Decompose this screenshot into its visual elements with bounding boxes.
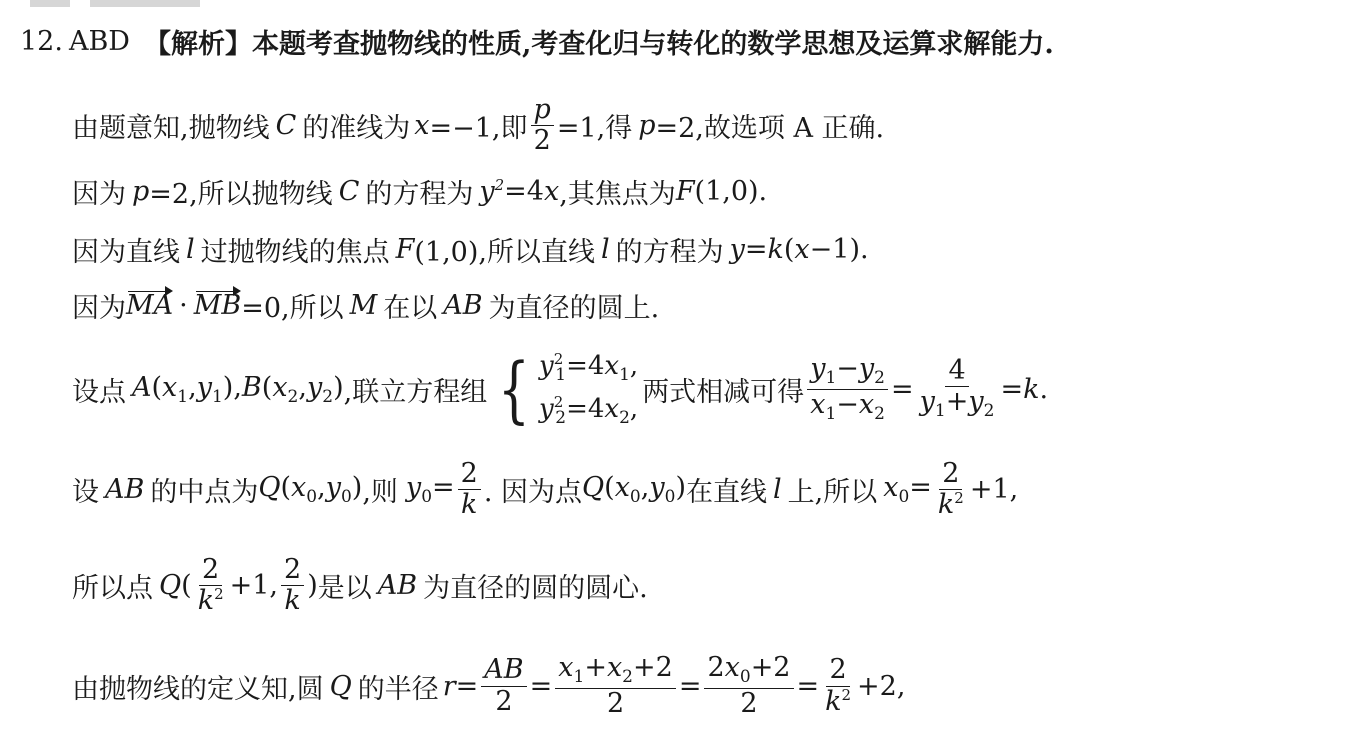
fraction: $\frac{2}{k^2}$ (825, 654, 852, 717)
text: ,其焦点为 (559, 179, 676, 210)
text: (1,0),所以直线 (414, 237, 595, 268)
plus-one: +1, (969, 474, 1019, 506)
text: 两式相减可得 (642, 376, 805, 408)
math-var: Q (329, 670, 352, 702)
text: =2,所以抛物线 (149, 179, 333, 210)
plus-one: +1, (229, 570, 278, 602)
math-var: M (349, 290, 378, 321)
text: =2,故选项 A 正确. (655, 113, 885, 145)
text: = (744, 234, 768, 265)
analysis-intro: 本题考查抛物线的性质,考查化归与转化的数学思想及运算求解能力. (251, 29, 1054, 60)
math-var: x (414, 110, 430, 142)
text: 因为 (72, 179, 126, 210)
equals-k: =k. (1000, 373, 1049, 405)
equals: = (796, 670, 820, 702)
math-var: x (794, 234, 810, 265)
fraction: $\frac{4}{y_1+y_2}$ (919, 355, 995, 422)
text: 在直线 (685, 477, 767, 509)
equation-system: { $y^2_1=4x_1$, $y^2_2=4x_2$, (498, 347, 639, 432)
paren: ( (181, 570, 192, 602)
x0: $x_0=$ (883, 472, 932, 508)
y0: $y_0=$ (405, 472, 455, 508)
math-var: l (600, 234, 610, 265)
text: . 因为点 (483, 477, 582, 509)
text: 过抛物线的焦点 (200, 237, 390, 268)
equals: = (678, 670, 702, 702)
solution-line-3 (72, 230, 869, 269)
fraction: $\frac{p}{2}$ (531, 96, 554, 156)
solution-line-7 (72, 556, 648, 616)
solution-line-5 (72, 346, 1048, 432)
math-var: p (638, 110, 656, 142)
problem-header (20, 22, 1054, 61)
solution-line-4 (72, 286, 659, 325)
text: · (179, 290, 188, 321)
math-var: AB (443, 290, 483, 321)
text: =4 (504, 176, 544, 207)
text: (1,0). (694, 176, 768, 207)
text: −1). (809, 234, 869, 265)
math-var: C (338, 176, 360, 207)
analysis-label: 【解析】 (143, 29, 252, 60)
fraction: $\frac{2}{k}$ (458, 460, 481, 520)
equals: = (529, 670, 553, 702)
equals: = (455, 670, 479, 702)
text: 设点 (72, 376, 126, 408)
text: 的准线为 (302, 113, 411, 145)
point-q: $Q(x_0,y_0)$ (582, 472, 686, 508)
math-var: k (767, 234, 784, 265)
fraction: $\frac{2}{k^2}$ (197, 554, 224, 617)
fraction: $\frac{2x_0+2}{2}$ (704, 654, 793, 718)
math-var: x (543, 176, 560, 207)
text: 因为 (72, 293, 126, 324)
vector-mb: MB (193, 290, 242, 321)
text: =−1,即 (429, 113, 528, 145)
paren: ( (783, 234, 795, 265)
text: 上,所以 (787, 477, 878, 509)
text: 为直径的圆的圆心. (423, 573, 648, 605)
text: ,联立方程组 (343, 376, 488, 408)
math-var: l (186, 234, 195, 265)
solution-line-2 (72, 172, 767, 211)
paren: ) (307, 570, 318, 602)
math-var: F (675, 176, 695, 207)
math-var: C (275, 110, 297, 142)
plus-two: +2, (857, 670, 906, 702)
text: 是以 (317, 573, 372, 605)
text: 在以 (383, 293, 438, 324)
math-var: l (772, 474, 782, 506)
cropped-text-fragment (30, 0, 200, 7)
text: 由题意知,抛物线 (72, 113, 270, 145)
point-q: $Q(x_0,y_0)$ (258, 472, 363, 508)
point-a: $A(x_1,y_1),B(x_2,y_2)$ (132, 371, 344, 407)
math-var: AB (377, 570, 418, 602)
vector-ma: MA (126, 290, 174, 321)
text: 所以点 (72, 573, 153, 605)
fraction: $\frac{2}{k^2}$ (937, 458, 964, 521)
text: 的方程为 (615, 237, 724, 268)
text: ,则 (362, 477, 398, 509)
math-var: AB (105, 474, 145, 506)
fraction: $\frac{2}{k}$ (281, 556, 304, 616)
problem-number: 12. (20, 26, 63, 57)
problem-answer: ABD (68, 26, 130, 57)
math-var: p (132, 176, 150, 207)
text: 的半径 (357, 673, 439, 705)
text: 由抛物线的定义知,圆 (72, 673, 324, 705)
math-var: Q (159, 570, 182, 602)
text: 的中点为 (150, 477, 259, 509)
fraction: $\frac{AB}{2}$ (481, 656, 526, 716)
text: 为直径的圆上. (488, 293, 660, 324)
solution-line-8 (72, 654, 905, 718)
text: =0,所以 (241, 293, 344, 324)
fraction: $\frac{x_1+x_2+2}{2}$ (555, 654, 676, 718)
fraction: $\frac{y_1-y_2}{x_1-x_2}$ (807, 355, 888, 424)
text: 因为直线 (72, 237, 180, 268)
solution-line-1 (72, 96, 884, 156)
math-var: F (395, 234, 415, 265)
text: 设 (72, 477, 99, 509)
equals: = (891, 373, 914, 405)
text: 的方程为 (365, 179, 474, 210)
solution-line-6 (72, 460, 1018, 520)
math-var: r (442, 670, 456, 702)
math-var: $y^2$ (479, 176, 505, 207)
math-var: y (729, 234, 745, 265)
text: =1,得 (556, 113, 633, 145)
